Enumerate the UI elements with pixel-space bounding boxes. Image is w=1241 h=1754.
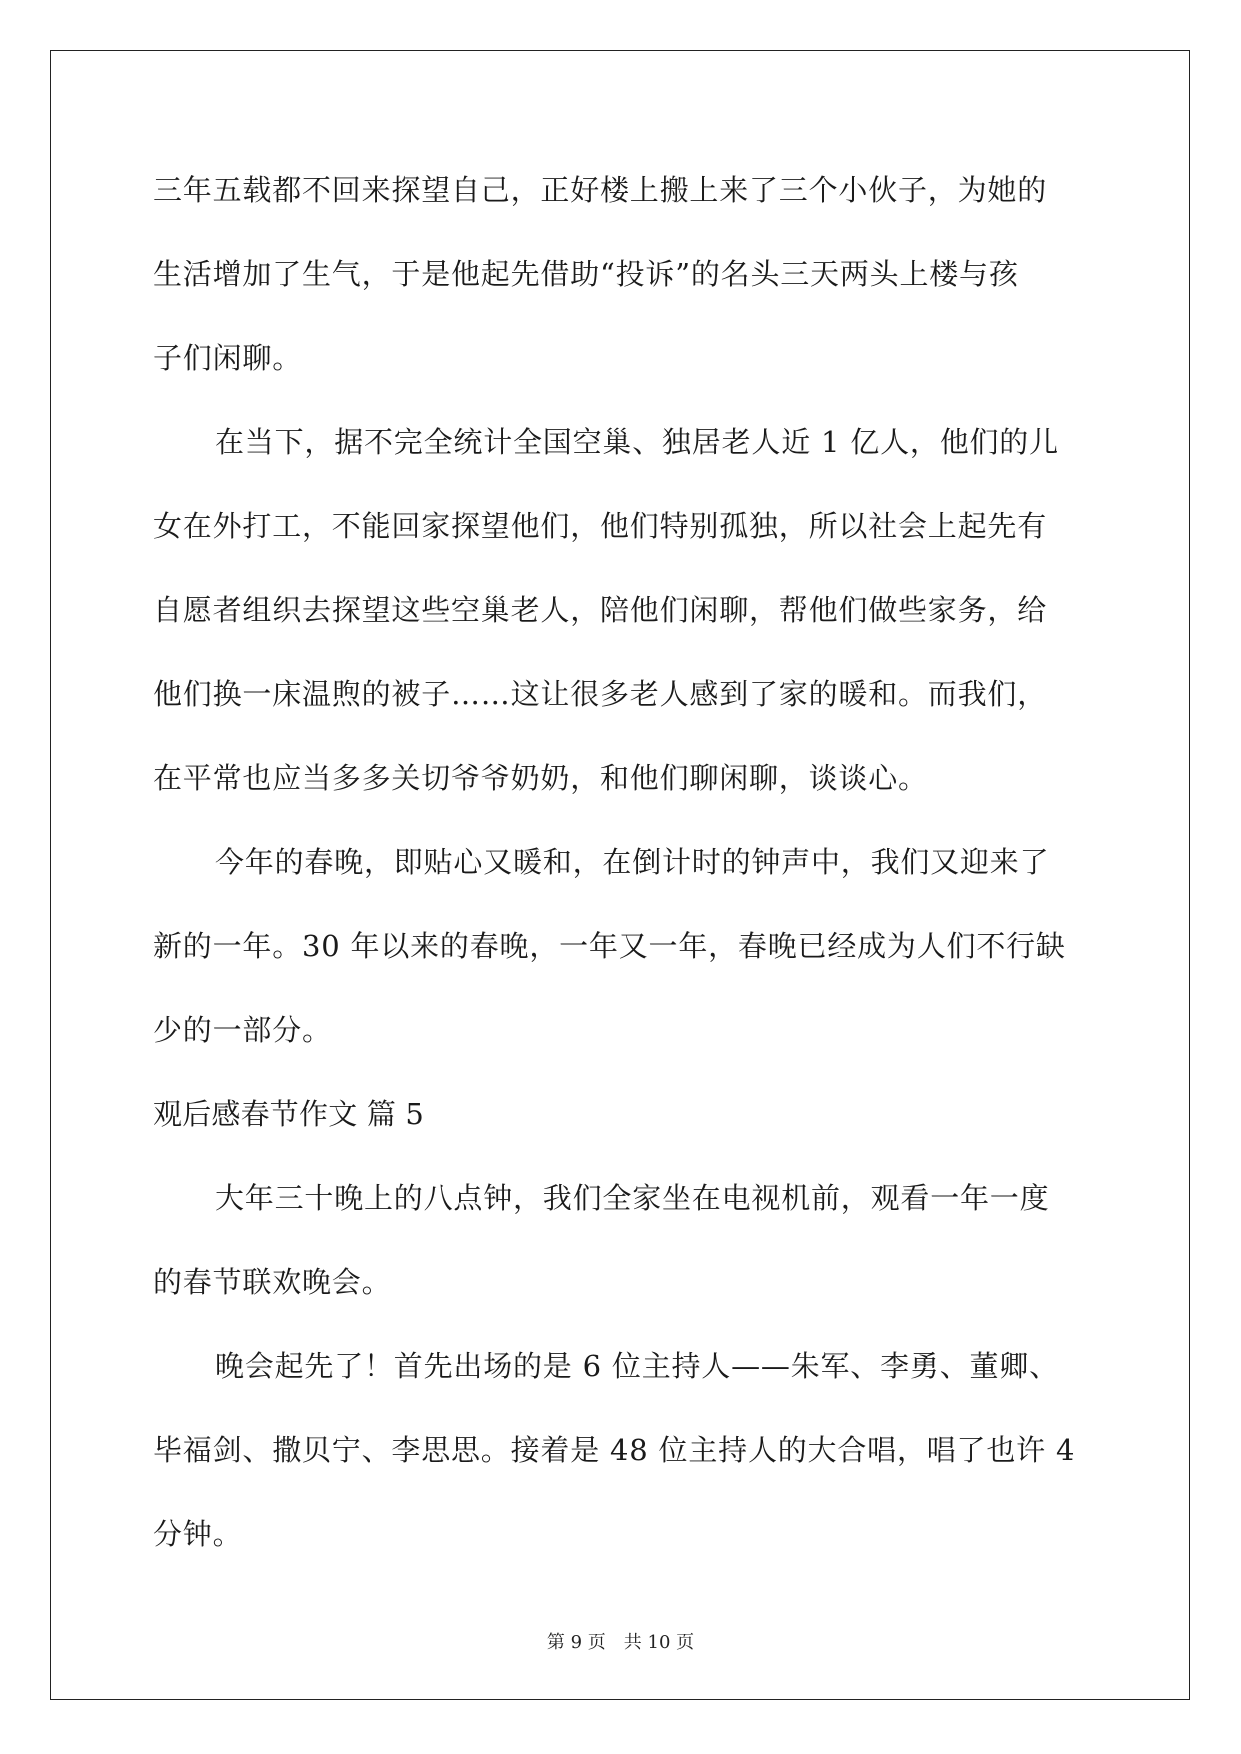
section-heading: 观后感春节作文 篇 5 xyxy=(153,1097,425,1131)
text-line-4: 在当下，据不完全统计全国空巢、独居老人近 1 亿人，他们的儿 xyxy=(215,425,1059,459)
page-number: 第 9 页 xyxy=(546,1632,606,1653)
text-line-14: 的春节联欢晚会。 xyxy=(153,1265,392,1299)
page-footer xyxy=(0,1628,1241,1654)
text-line-5: 女在外打工，不能回家探望他们，他们特别孤独，所以社会上起先有 xyxy=(153,509,1048,543)
text-line-17: 分钟。 xyxy=(153,1517,243,1551)
text-line-7: 他们换一床温煦的被子……这让很多老人感到了家的暖和。而我们， xyxy=(153,677,1048,711)
text-line-13: 大年三十晚上的八点钟，我们全家坐在电视机前，观看一年一度 xyxy=(215,1181,1050,1215)
text-line-11: 少的一部分。 xyxy=(153,1013,332,1047)
text-line-2: 生活增加了生气，于是他起先借助“投诉”的名头三天两头上楼与孩 xyxy=(153,257,1019,291)
text-line-1: 三年五载都不回来探望自己，正好楼上搬上来了三个小伙子，为她的 xyxy=(153,173,1048,207)
document-body xyxy=(153,160,1093,1588)
text-line-9: 今年的春晚，即贴心又暖和，在倒计时的钟声中，我们又迎来了 xyxy=(215,845,1050,879)
page-total: 共 10 页 xyxy=(623,1632,695,1653)
text-line-16: 毕福剑、撒贝宁、李思思。接着是 48 位主持人的大合唱，唱了也许 4 xyxy=(153,1433,1076,1467)
text-line-8: 在平常也应当多多关切爷爷奶奶，和他们聊闲聊，谈谈心。 xyxy=(153,761,928,795)
text-line-6: 自愿者组织去探望这些空巢老人，陪他们闲聊，帮他们做些家务，给 xyxy=(153,593,1048,627)
text-line-10: 新的一年。30 年以来的春晚，一年又一年，春晚已经成为人们不行缺 xyxy=(153,929,1066,963)
text-line-15: 晚会起先了！首先出场的是 6 位主持人——朱军、李勇、董卿、 xyxy=(215,1349,1059,1383)
text-line-3: 子们闲聊。 xyxy=(153,341,303,375)
